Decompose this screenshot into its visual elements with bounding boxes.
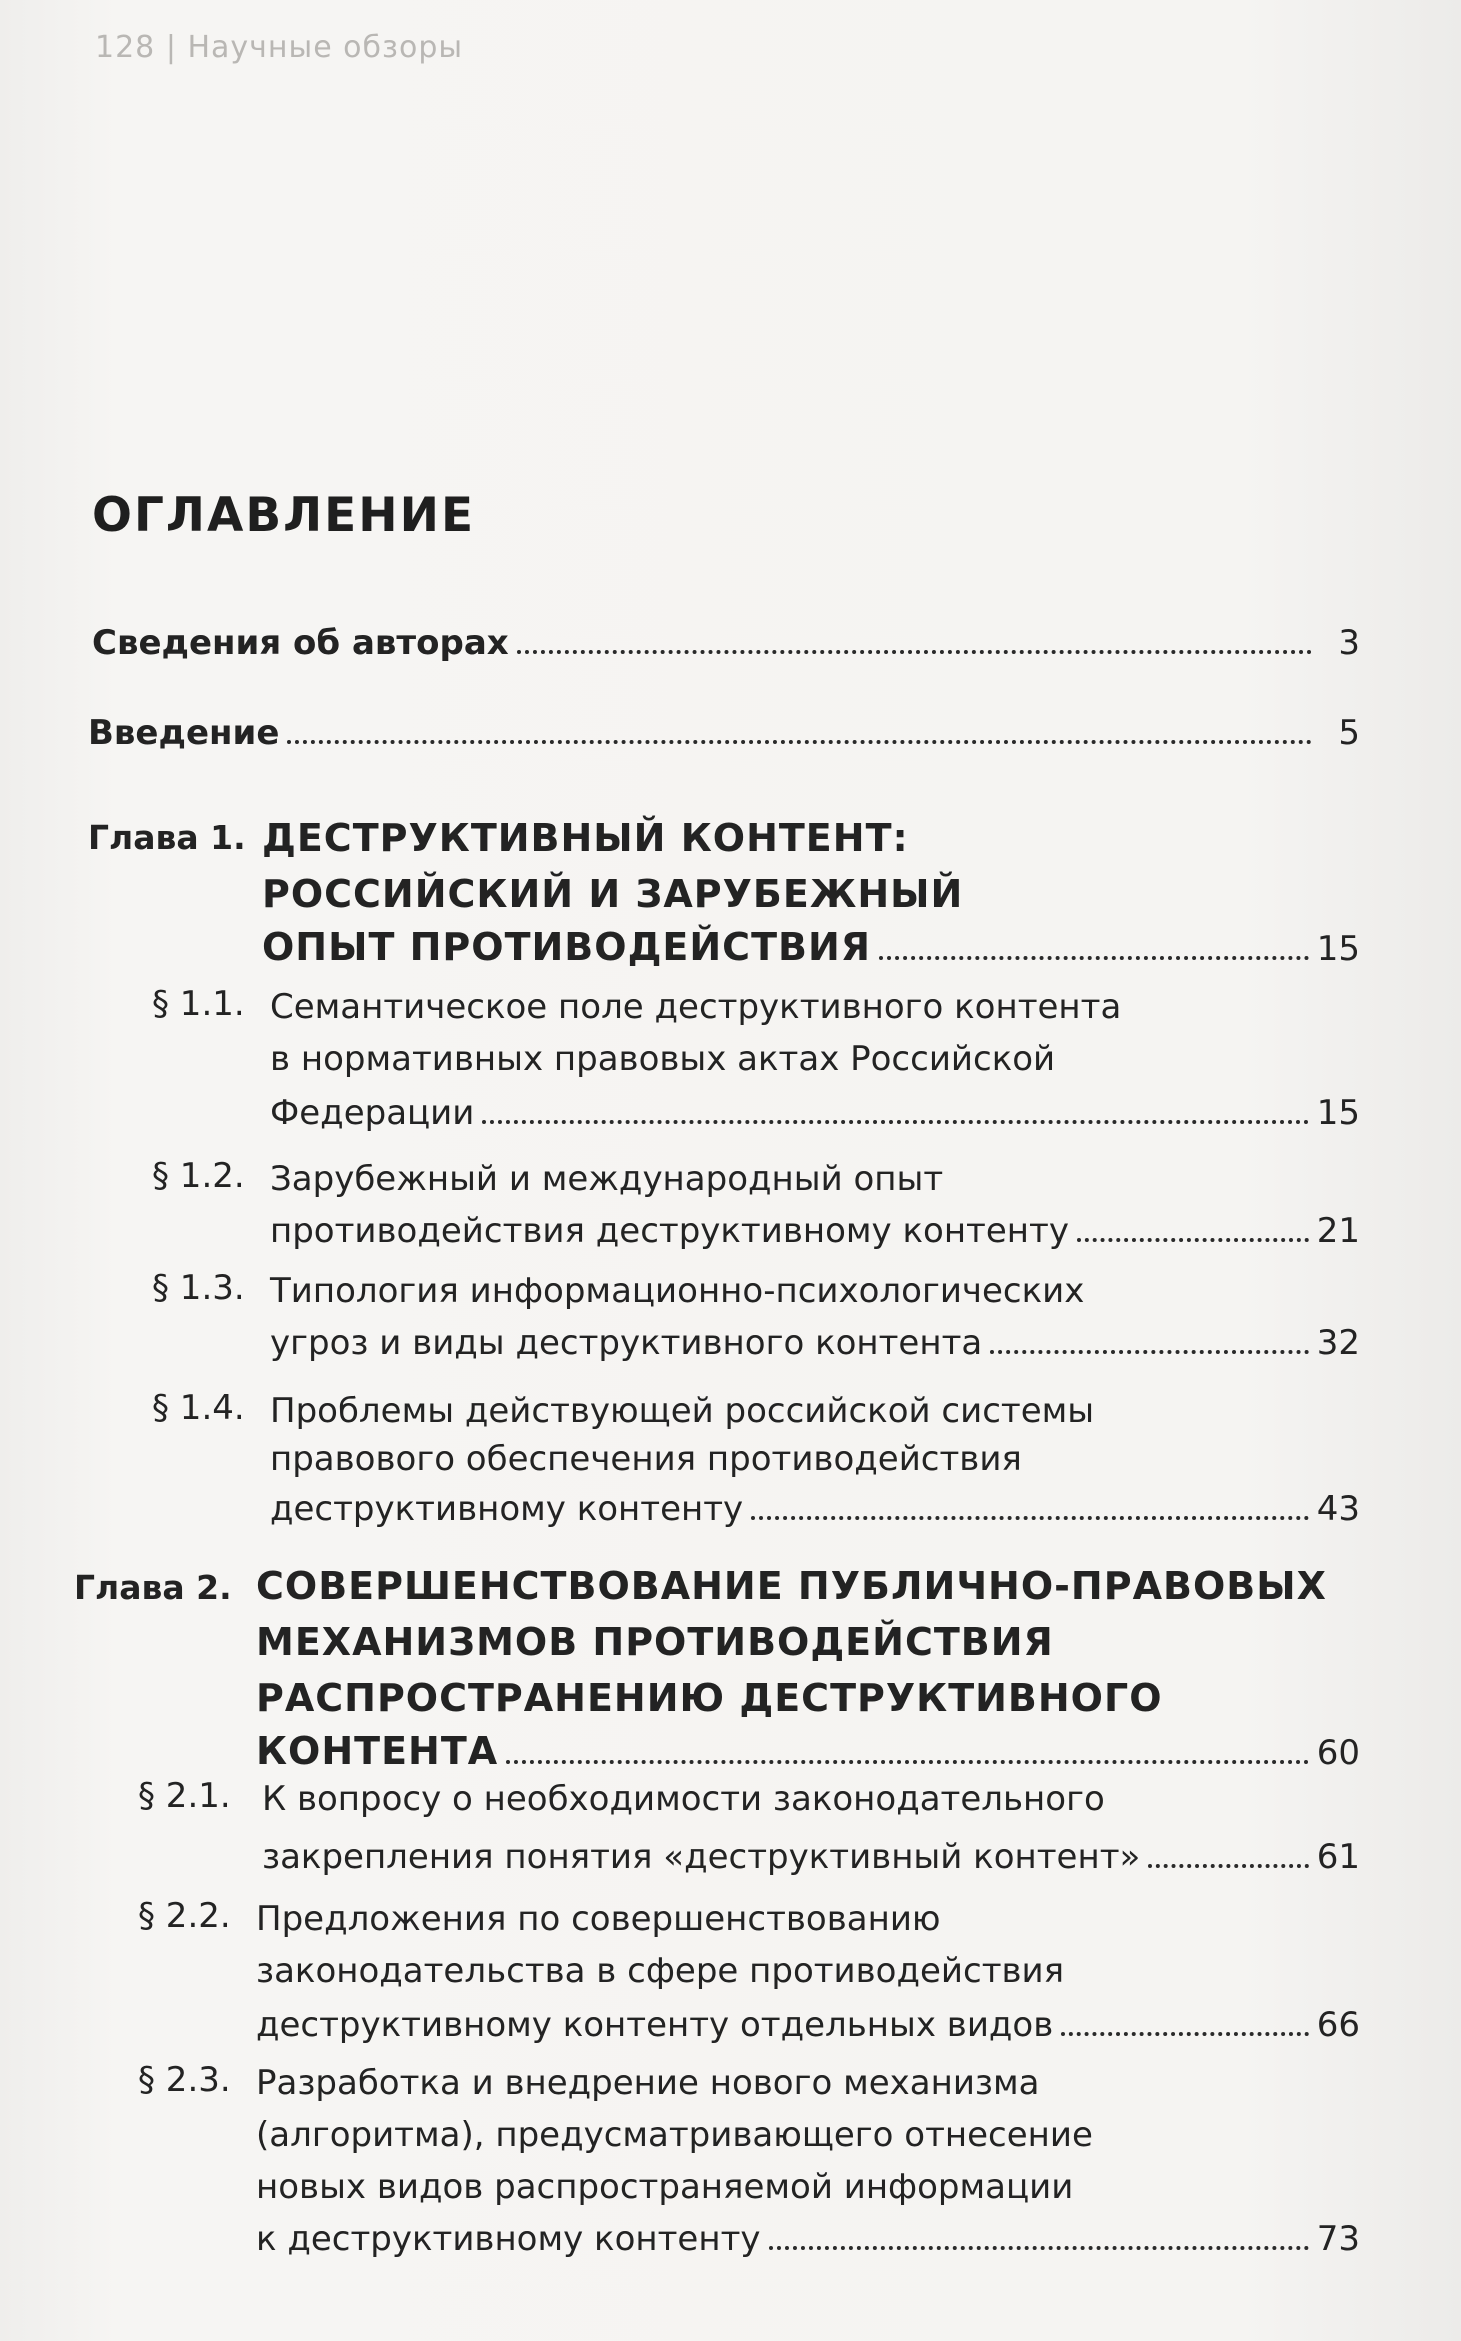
section-title-line: Зарубежный и международный опыт (270, 1159, 944, 1199)
entry-label: Введение (88, 713, 280, 753)
page-number: 5 (1338, 713, 1360, 753)
section-title-line: Разработка и внедрение нового механизма (256, 2063, 1040, 2103)
page-number: 61 (1316, 1837, 1360, 1877)
chapter-label: Глава 2. (74, 1568, 232, 1607)
page-number: 3 (1338, 623, 1360, 663)
dot-leader (769, 2246, 1309, 2250)
running-head: 128 | Научные обзоры (95, 30, 464, 65)
section-title-line: в нормативных правовых актах Российской (270, 1039, 1056, 1079)
toc-entry-intro[interactable] (88, 710, 1360, 756)
page-number: 66 (1316, 2005, 1360, 2045)
dot-leader (287, 740, 1312, 744)
section-title-line: Федерации (270, 1093, 475, 1133)
toc-title: ОГЛАВЛЕНИЕ (92, 488, 476, 543)
section-number: § 1.1. (152, 984, 245, 1024)
dot-leader (879, 956, 1309, 960)
header-page-number: 128 (95, 30, 156, 65)
section-title-line: Типология информационно-психологических (270, 1271, 1085, 1311)
section-title-line: Предложения по совершенствованию (256, 1899, 941, 1939)
section-title-line: противодействия деструктивному контенту (270, 1211, 1069, 1251)
section-title-line: законодательства в сфере противодействия (256, 1951, 1065, 1991)
section-title-line: угроз и виды деструктивного контента (270, 1323, 983, 1363)
toc-entry-authors[interactable] (92, 620, 1360, 666)
page-number: 32 (1316, 1323, 1360, 1363)
dot-leader (1077, 1238, 1309, 1242)
dot-leader (517, 650, 1312, 654)
chapter-label: Глава 1. (88, 818, 246, 857)
section-title-line: Проблемы действующей российской системы (270, 1391, 1095, 1431)
section-title-line: к деструктивному контенту (256, 2219, 761, 2259)
chapter-title-line: РОССИЙСКИЙ И ЗАРУБЕЖНЫЙ (262, 872, 964, 916)
chapter-title-line: МЕХАНИЗМОВ ПРОТИВОДЕЙСТВИЯ (256, 1620, 1054, 1664)
chapter-title-line: СОВЕРШЕНСТВОВАНИЕ ПУБЛИЧНО-ПРАВОВЫХ (256, 1564, 1327, 1608)
section-title-line: деструктивному контенту отдельных видов (256, 2005, 1054, 2045)
section-title-line: (алгоритма), предусматривающего отнесение (256, 2115, 1093, 2155)
chapter-title-line: КОНТЕНТА (256, 1729, 499, 1773)
section-title-line: правового обеспечения противодействия (270, 1439, 1022, 1479)
section-title-line: новых видов распространяемой информации (256, 2167, 1074, 2207)
header-running-title: Научные обзоры (187, 30, 464, 65)
page-number: 15 (1316, 1093, 1360, 1133)
section-number: § 1.4. (152, 1388, 245, 1428)
chapter-title-line: ОПЫТ ПРОТИВОДЕЙСТВИЯ (262, 925, 872, 969)
section-number: § 2.3. (138, 2060, 231, 2100)
section-title-line: деструктивному контенту (270, 1489, 744, 1529)
dot-leader (506, 1760, 1309, 1764)
chapter-title-line: ДЕСТРУКТИВНЫЙ КОНТЕНТ: (262, 816, 909, 860)
section-number: § 1.2. (152, 1156, 245, 1196)
page-number: 21 (1316, 1211, 1360, 1251)
chapter-title-line: РАСПРОСТРАНЕНИЮ ДЕСТРУКТИВНОГО (256, 1676, 1163, 1720)
dot-leader (751, 1516, 1309, 1520)
page-number: 43 (1316, 1489, 1360, 1529)
entry-label: Сведения об авторах (92, 623, 509, 663)
section-title-line: К вопросу о необходимости законодательного (262, 1779, 1105, 1819)
page-number: 73 (1316, 2219, 1360, 2259)
page-number: 60 (1316, 1733, 1360, 1773)
section-number: § 2.2. (138, 1896, 231, 1936)
page-number: 15 (1316, 929, 1360, 969)
dot-leader (990, 1350, 1309, 1354)
dot-leader (1061, 2032, 1308, 2036)
dot-leader (482, 1120, 1308, 1124)
section-title-line: Семантическое поле деструктивного контента (270, 987, 1122, 1027)
section-title-line: закрепления понятия «деструктивный контент» (262, 1837, 1141, 1877)
section-number: § 2.1. (138, 1776, 231, 1816)
section-number: § 1.3. (152, 1268, 245, 1308)
dot-leader (1148, 1864, 1308, 1868)
